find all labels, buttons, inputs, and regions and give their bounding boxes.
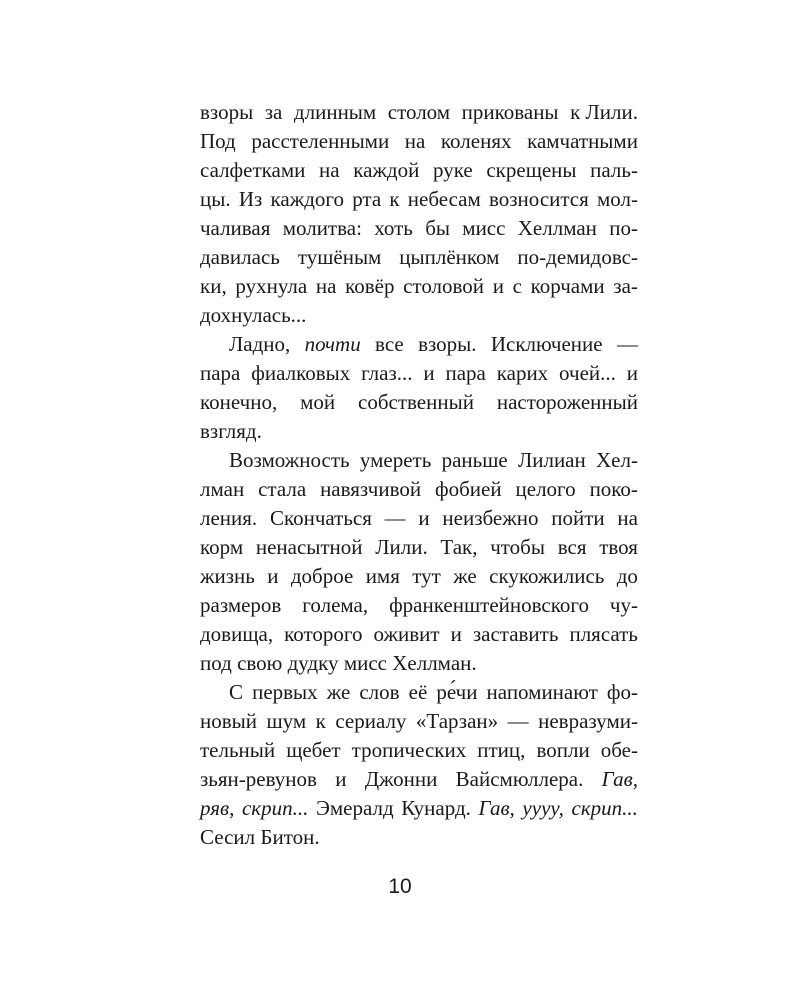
word: и — [335, 767, 347, 791]
word: скрип... — [571, 796, 638, 820]
word: по-демидовс- — [517, 245, 638, 269]
word: жизнь — [200, 564, 255, 588]
text-line — [200, 533, 638, 562]
word: коленях — [440, 129, 512, 153]
word: тропических — [351, 738, 467, 762]
word: на — [404, 129, 426, 153]
word: тут — [412, 564, 441, 588]
word: Скончаться — [269, 506, 372, 530]
word: цы. — [200, 187, 231, 211]
word: чтобы — [490, 535, 545, 559]
word: небесам — [407, 187, 481, 211]
word: Гав, — [478, 796, 515, 820]
word: мисс — [462, 216, 506, 240]
text-line — [200, 243, 638, 272]
word: хоть — [374, 216, 413, 240]
word: рта — [352, 187, 382, 211]
word: рухнула — [235, 274, 308, 298]
word: мой — [300, 390, 336, 414]
word: Под — [200, 129, 236, 153]
word: скрип... — [241, 796, 309, 820]
word: тушёным — [297, 245, 382, 269]
word: на — [617, 506, 638, 530]
word: дохнулась... — [200, 303, 307, 327]
word: дудку — [287, 651, 339, 675]
word: заставить — [472, 622, 559, 646]
word: Гав, — [601, 767, 638, 791]
word: камчатными — [527, 129, 638, 153]
word: столом — [387, 100, 451, 124]
word: взгляд. — [200, 419, 262, 443]
word: Ладно, — [229, 332, 291, 356]
word: паль- — [590, 158, 638, 182]
word: на — [315, 274, 337, 298]
word: руке — [432, 158, 473, 182]
word: мол- — [597, 187, 638, 211]
text-line — [200, 446, 638, 475]
word: целого — [515, 477, 576, 501]
word: цыплёнком — [399, 245, 500, 269]
word: Вайсмюллера. — [455, 767, 584, 791]
word: птиц, — [477, 738, 526, 762]
word: к Лили. — [570, 100, 638, 124]
word: невразуми- — [538, 709, 638, 733]
text-line — [200, 562, 638, 591]
word: Исключение — [490, 332, 603, 356]
word: скукожились — [489, 564, 605, 588]
word: обе- — [600, 738, 638, 762]
word: Из — [238, 187, 263, 211]
word: ре́чи — [436, 680, 478, 704]
page-body — [200, 98, 638, 852]
word: мисс — [343, 651, 387, 675]
word: щебет — [286, 738, 341, 762]
word: твоя — [599, 535, 638, 559]
word: ковёр — [345, 274, 395, 298]
word: по- — [609, 216, 638, 240]
text-line — [200, 765, 638, 794]
word: за- — [613, 274, 638, 298]
word: франкенштейновского — [389, 593, 589, 617]
word: же — [453, 564, 477, 588]
word: и — [423, 361, 435, 385]
word: пара — [200, 361, 241, 385]
word: Сесил — [200, 825, 256, 849]
word: голема, — [302, 593, 369, 617]
text-line — [200, 388, 638, 417]
text-line — [200, 156, 638, 185]
word: собственный — [358, 390, 474, 414]
word: до — [616, 564, 638, 588]
word: и — [267, 564, 279, 588]
word: фобией — [435, 477, 502, 501]
word: и — [418, 506, 430, 530]
word: и — [450, 622, 462, 646]
word: поко- — [589, 477, 638, 501]
word: длинным — [293, 100, 377, 124]
word: вопли — [536, 738, 590, 762]
word: под — [200, 651, 232, 675]
word: взоры — [200, 100, 254, 124]
word: расстеленными — [251, 129, 390, 153]
word: конечно, — [200, 390, 278, 414]
word: ряв, — [200, 796, 235, 820]
word: настороженный — [496, 390, 638, 414]
word: которого — [284, 622, 363, 646]
word: вся — [557, 535, 587, 559]
word: — — [507, 709, 529, 733]
word: столовой — [403, 274, 485, 298]
word: Хел- — [596, 448, 638, 472]
word: возносится — [488, 187, 589, 211]
word: Хеллман — [517, 216, 597, 240]
word: за — [264, 100, 283, 124]
word: пара — [445, 361, 486, 385]
text-line — [200, 214, 638, 243]
word: и — [492, 274, 504, 298]
text-line — [200, 823, 638, 852]
word: тельный — [200, 738, 276, 762]
word: — — [384, 506, 406, 530]
word: её — [408, 680, 428, 704]
text-line — [200, 707, 638, 736]
word: раньше — [441, 448, 508, 472]
text-line — [200, 359, 638, 388]
word: салфетками — [200, 158, 306, 182]
word: свою — [237, 651, 283, 675]
word: — — [616, 332, 638, 356]
word: же — [326, 680, 351, 704]
text-line — [200, 127, 638, 156]
text-line — [200, 649, 638, 678]
word: молитва: — [282, 216, 362, 240]
word: сериалу — [335, 709, 407, 733]
word: Эмералд — [315, 796, 394, 820]
text-line — [200, 678, 638, 707]
word: все — [375, 332, 404, 356]
word: пойти — [551, 506, 605, 530]
text-line — [200, 417, 638, 446]
word: ки, — [200, 274, 227, 298]
word: С — [229, 680, 244, 704]
word: прикованы — [461, 100, 559, 124]
word: ненасытной — [255, 535, 363, 559]
text-line — [200, 185, 638, 214]
word: Возможность — [229, 448, 350, 472]
word: карих — [496, 361, 549, 385]
word: бы — [425, 216, 450, 240]
word: на — [319, 158, 340, 182]
word: первых — [252, 680, 318, 704]
word: чаливая — [200, 216, 271, 240]
text-line — [200, 736, 638, 765]
word: навязчивой — [320, 477, 422, 501]
word: взоры. — [418, 332, 477, 356]
word: шум — [266, 709, 307, 733]
word: Лилиан — [517, 448, 586, 472]
word: Хеллман. — [392, 651, 477, 675]
text-line — [200, 272, 638, 301]
word: почти — [304, 332, 361, 356]
word: ления. — [200, 506, 258, 530]
text-line — [200, 475, 638, 504]
word: Битон. — [260, 825, 320, 849]
word: очей... — [559, 361, 616, 385]
word: размеров — [200, 593, 282, 617]
word: корм — [200, 535, 244, 559]
text-line — [200, 591, 638, 620]
word: с — [512, 274, 522, 298]
word: плясать — [569, 622, 638, 646]
word: оживит — [373, 622, 440, 646]
word: каждой — [353, 158, 420, 182]
word: Лили. — [375, 535, 428, 559]
text-line — [200, 620, 638, 649]
word: неизбежно — [442, 506, 539, 530]
word: уууу, — [522, 796, 564, 820]
word: имя — [365, 564, 400, 588]
word: давилась — [200, 245, 280, 269]
word: довища, — [200, 622, 274, 646]
word: к — [315, 709, 326, 733]
word: стала — [258, 477, 307, 501]
word: слов — [359, 680, 400, 704]
word: новый — [200, 709, 258, 733]
word: напоминают — [486, 680, 598, 704]
word: Джонни — [364, 767, 438, 791]
word: глаз... — [361, 361, 413, 385]
word: зьян-ревунов — [200, 767, 317, 791]
word: Так, — [440, 535, 478, 559]
word: фо- — [606, 680, 638, 704]
text-line — [200, 98, 638, 127]
word: Кунард. — [401, 796, 471, 820]
text-line — [200, 330, 638, 359]
word: скрещены — [486, 158, 577, 182]
text-line — [200, 301, 638, 330]
word: лман — [200, 477, 245, 501]
text-line — [200, 504, 638, 533]
page-number: 10 — [388, 875, 412, 898]
word: фиалковых — [251, 361, 351, 385]
word: корчами — [530, 274, 605, 298]
word: «Тарзан» — [415, 709, 499, 733]
word: доброе — [290, 564, 354, 588]
word: и — [626, 361, 638, 385]
word: каждого — [270, 187, 344, 211]
text-line — [200, 794, 638, 823]
word: умереть — [359, 448, 432, 472]
word: к — [389, 187, 400, 211]
word: чу- — [609, 593, 638, 617]
